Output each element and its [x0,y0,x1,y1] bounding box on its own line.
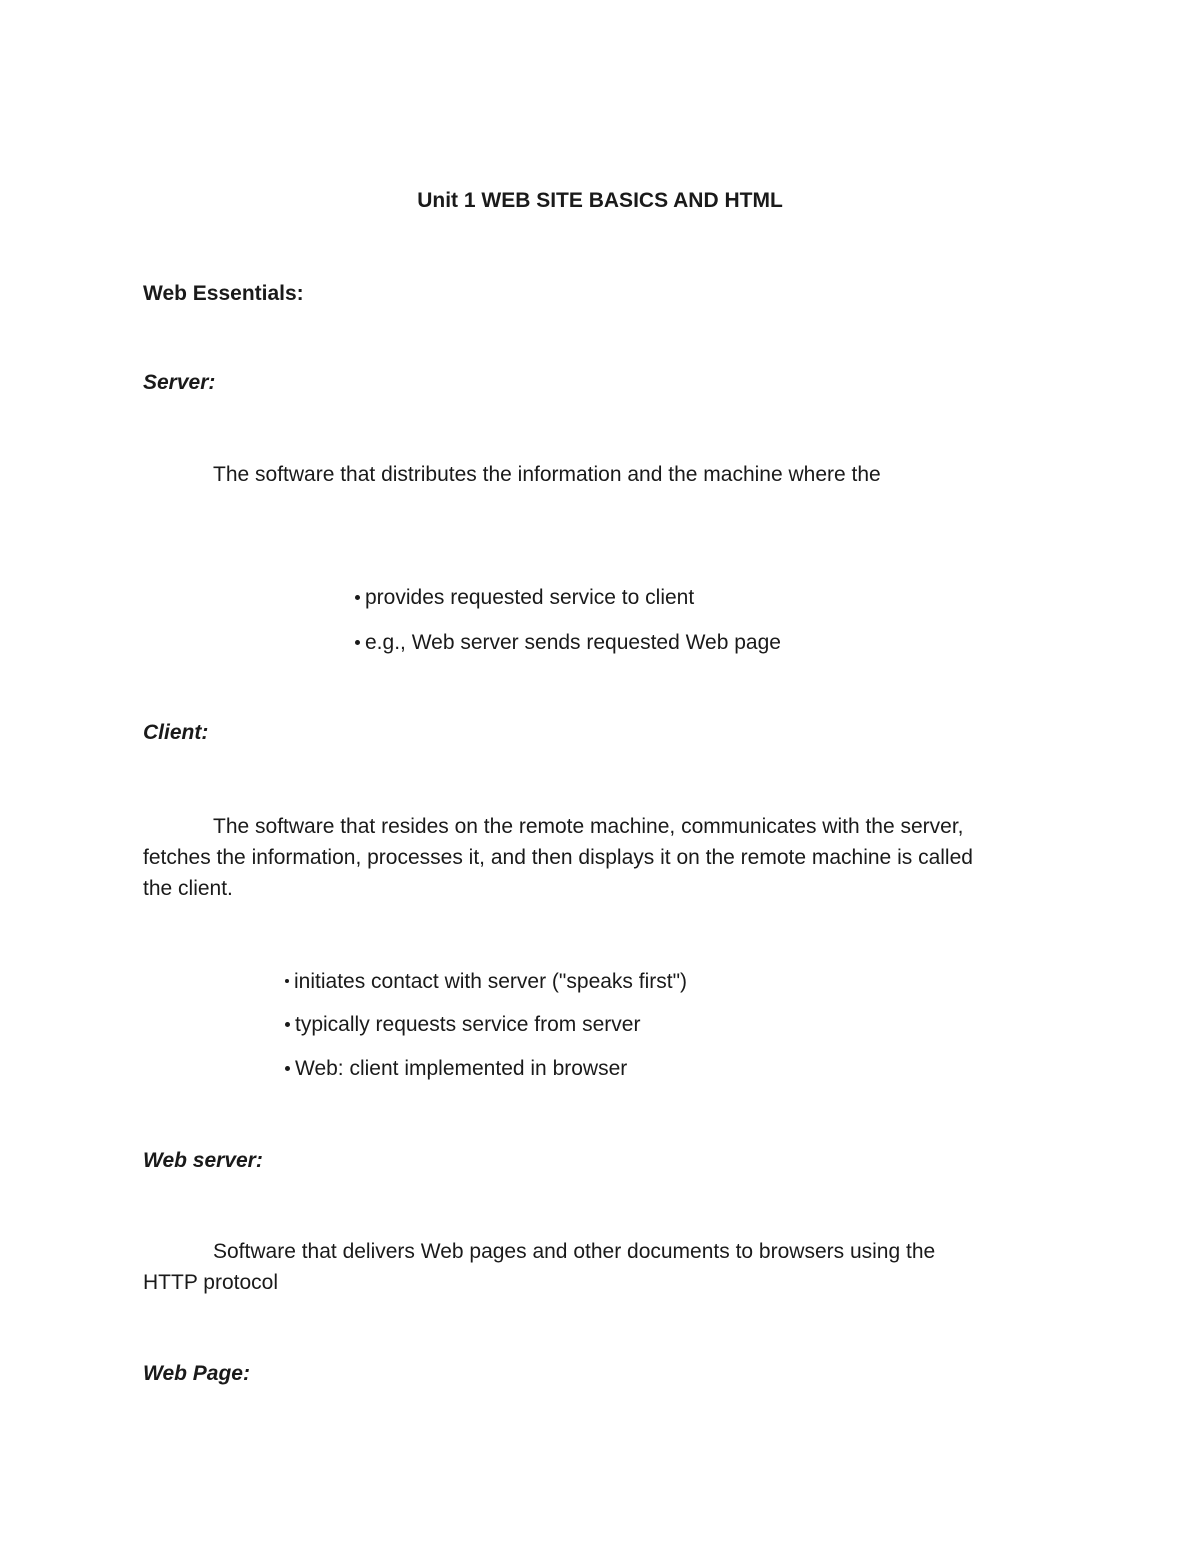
web-essentials-heading: Web Essentials: [143,282,304,305]
web-server-definition: Software that delivers Web pages and other documents to browsers using the HTTP protocol [143,1240,936,1294]
server-bullet-item: e.g., Web server sends requested Web page [355,631,781,655]
web-page-heading: Web Page: [143,1362,250,1385]
bullet-icon [355,595,360,600]
bullet-icon [285,1066,290,1071]
client-definition: The software that resides on the remote machine, communicates with the server, fetches the information, processes it, and then displays it on the remote machine is called the client. [143,815,973,900]
client-bullet-item: initiates contact with server ("speaks first") [285,970,687,994]
client-heading: Client: [143,721,209,744]
server-bullet-item: provides requested service to client [355,586,694,610]
client-bullet-item: typically requests service from server [285,1013,640,1037]
bullet-icon [355,640,360,645]
server-definition: The software that distributes the information and the machine where the [213,463,881,486]
bullet-icon [285,979,289,983]
document-title: Unit 1 WEB SITE BASICS AND HTML [417,189,783,212]
web-server-heading: Web server: [143,1149,263,1172]
bullet-icon [285,1022,290,1027]
client-bullet-item: Web: client implemented in browser [285,1057,627,1081]
server-heading: Server: [143,371,216,394]
